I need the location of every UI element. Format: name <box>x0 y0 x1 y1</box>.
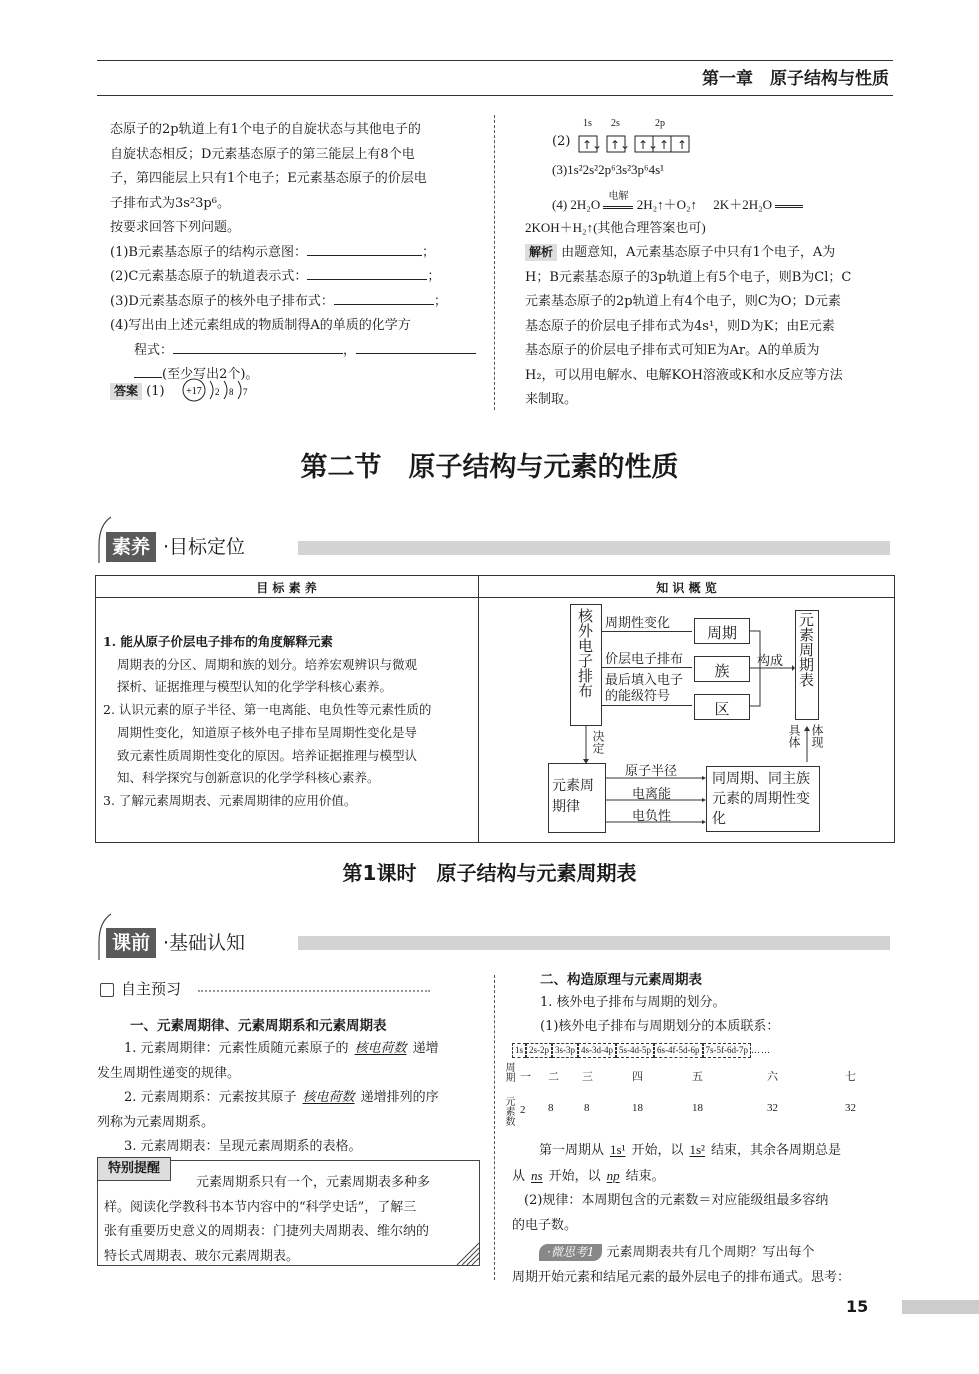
atom-structure-diagram <box>180 375 260 405</box>
label-ionization: 电离能 <box>632 787 672 802</box>
goal-2-cont: 知、科学探究与创新意识的化学学科核心素养。 <box>117 770 380 786</box>
period-cell: 一 <box>520 1071 531 1083</box>
label-atomic-radius: 原子半径 <box>625 764 678 779</box>
banner1-label: 素养 <box>106 532 156 562</box>
seq-group: 1s <box>512 1043 526 1058</box>
goal-1-cont: 探析、证据推理与模型认知的化学学科核心素养。 <box>117 679 393 695</box>
atom-shell-1: 2 <box>215 387 220 397</box>
period-cell: 七 <box>845 1071 856 1083</box>
seq-group: 5s-4d-5p <box>616 1043 654 1058</box>
count-label: 元素数 <box>503 1096 514 1126</box>
fill-nuclear-charge-2: 核电荷数 <box>302 1090 355 1105</box>
seq-group: 2s-2p <box>526 1043 552 1058</box>
question-2: (2)C元素基态原子的轨道表示式： ； <box>110 265 480 290</box>
box-group-text: 族 <box>714 662 730 680</box>
label-valence: 价层电子排布 <box>605 652 684 667</box>
preview-tag: 自主预习 <box>121 980 182 998</box>
answer-q4-line2: 2KOH＋H₂↑(其他合理答案也可) <box>525 220 706 235</box>
box-periodic-law-text: 元素周期律 <box>552 778 594 815</box>
electrolysis-condition: 电解 <box>608 191 629 202</box>
label-last-electron-2: 的能级符号 <box>605 689 671 704</box>
period-row <box>512 1068 902 1084</box>
seq-group: 3s-3p <box>552 1043 578 1058</box>
preview-heading: 一、元素周期律、元素周期系和元素周期表 <box>130 1018 387 1034</box>
tip-corner-hatch <box>455 1241 479 1265</box>
problem-line: 子排布式为3s²3p⁶。 <box>110 195 230 211</box>
label-electronegativity: 电负性 <box>632 809 672 824</box>
count-cell: 2 <box>520 1104 526 1116</box>
table-header-goals: 目 标 素 养 <box>256 581 317 595</box>
problem-line: 子，第四能层上只有1个电子；E元素基态原子的价层电 <box>110 171 427 186</box>
arrow-block <box>602 705 692 706</box>
count-cell: 18 <box>692 1102 703 1114</box>
section-title: 第二节 原子结构与元素的性质 <box>300 452 679 483</box>
atom-shell-2: 8 <box>229 387 234 397</box>
atom-shell-3: 7 <box>243 387 248 397</box>
arrow-periodic <box>602 631 692 632</box>
box-periodic-variation-text: 同周期、同主族元素的周期性变化 <box>712 771 810 827</box>
answer-q2: (2) <box>552 134 571 149</box>
orbital-label-2p: 2p <box>655 118 665 129</box>
answer-q3: (3)1s²2s²2p⁶3s²3p⁶4s¹ <box>552 162 665 177</box>
banner1-bar <box>298 541 890 555</box>
goal-2-cont: 周期性变化，知道原子核外电子排布呈周期性变化是导 <box>117 724 418 740</box>
right-s1a: (1)核外电子排布与周期划分的本质联系： <box>540 1019 780 1034</box>
period-cell: 三 <box>582 1071 593 1083</box>
svg-text:↑↓: ↑↓ <box>638 138 659 152</box>
column-divider-top <box>494 115 495 410</box>
header-rule <box>97 60 893 61</box>
header-rule-bottom <box>97 95 893 96</box>
atom-nucleus: +17 <box>186 386 202 397</box>
tip-text: 元素周期系只有一个，元素周期表多种多 样。阅读化学教科书本节内容中的“科学史话”，了解三 张有重要历史意义的周期表：门捷列夫周期表、维尔纳的 特长式周期表、玻尔元素周期表。 <box>104 1175 431 1264</box>
preview-body: 1. 元素周期律：元素性质随元素原子的 核电荷数 递增 发生周期性递变的规律。 2. 元素周期系：元素按其原子 核电荷数 递增排列的序 列称为元素周期系。 3. 元素周期表：呈现元素周期系的表格。 <box>97 1041 439 1154</box>
problem-line: 态原子的2p轨道上有1个电子的自旋状态与其他电子的 <box>110 122 421 137</box>
period-cell: 六 <box>767 1071 778 1083</box>
svg-text:↑: ↑ <box>677 138 688 152</box>
goal-1: 1. 能从原子价层电子排布的角度解释元素 <box>103 634 333 649</box>
table-col-rule <box>478 575 479 843</box>
count-cell: 8 <box>584 1102 590 1114</box>
banner2-bar <box>298 936 890 950</box>
fill-1s2: 1s² <box>689 1142 705 1157</box>
goal-3: 3. 了解元素周期表、元素周期律的应用价值。 <box>103 792 357 808</box>
period-cell: 五 <box>692 1071 703 1083</box>
banner2-label: 课前 <box>106 928 156 958</box>
preview-tag-icon <box>100 983 114 997</box>
svg-text:↑: ↑ <box>659 138 670 152</box>
table-header-overview: 知 识 概 览 <box>656 581 717 595</box>
svg-text:↑↓: ↑↓ <box>610 138 631 152</box>
seq-group: 4s-3d-4p <box>578 1043 616 1058</box>
question-3: (3)D元素基态原子的核外电子排布式： ； <box>110 290 480 315</box>
answer-1-label: (1) <box>146 384 165 399</box>
goal-2: 2. 认识元素的原子半径、第一电离能、电负性等元素性质的 <box>103 702 432 718</box>
label-decide: 决定 <box>591 730 605 754</box>
analysis: 解析 由题意知，A元素基态原子中只有1个电子，A为 H；B元素基态原子的3p轨道上有5个电子，则B为Cl；C 元素基态原子的2p轨道上有4个电子，则C为O；D元素 基态原子的价层电子排布式为4s¹，则D为K；由E元素 基态原子的价层电子排布式可知E为Ar。A的单质为 H₂，可以用电解水、电解KOH溶液或K和水反应等方法 来制取。 <box>525 245 852 407</box>
analysis-badge: 解析 <box>525 244 557 261</box>
orbital-label-2s: 2s <box>611 118 620 129</box>
fill-nuclear-charge-1: 核电荷数 <box>354 1041 407 1056</box>
svg-text:↑↓: ↑↓ <box>582 138 603 152</box>
banner2-title: ·基础认知 <box>163 932 246 954</box>
period-label: 周期 <box>503 1062 514 1082</box>
label-embody: 体现 <box>810 724 824 748</box>
lesson-title: 第1课时 原子结构与元素周期表 <box>342 861 637 885</box>
question-4-line3: (至少写出2个)。 <box>110 363 480 388</box>
count-cell: 32 <box>845 1102 856 1114</box>
table-header-rule <box>95 597 895 598</box>
question-1: (1)B元素基态原子的结构示意图： ； <box>110 241 480 266</box>
period-cell: 二 <box>548 1071 559 1083</box>
problem-line: 自旋状态相反；D元素基态原子的第三能层上有8个电 <box>110 146 415 162</box>
period-cell: 四 <box>632 1071 643 1083</box>
label-concrete: 具体 <box>787 724 801 748</box>
box-electron-config-text: 核外电子排布 <box>576 608 594 698</box>
tip-label: 特别提醒 <box>97 1157 171 1181</box>
answer-row <box>110 380 165 405</box>
banner1-title: ·目标定位 <box>163 536 246 558</box>
answer-badge: 答案 <box>110 383 142 400</box>
goals-list <box>103 631 473 813</box>
fill-ns: ns <box>531 1167 543 1183</box>
box-period-text: 周期 <box>706 624 737 642</box>
right-heading: 二、构造原理与元素周期表 <box>540 972 702 988</box>
think-badge: ·微思考1 <box>539 1244 602 1261</box>
fill-np: np <box>606 1167 620 1183</box>
compose-arrows <box>750 615 795 725</box>
label-periodic-change: 周期性变化 <box>605 616 671 631</box>
count-cell: 8 <box>548 1102 554 1114</box>
problem-line: 按要求回答下列问题。 <box>110 220 241 235</box>
arrow-valence <box>602 667 692 668</box>
count-cell: 18 <box>632 1102 643 1114</box>
label-compose: 构成 <box>757 654 784 669</box>
question-4: (4)写出由上述元素组成的物质制得A的单质的化学方 <box>110 318 411 333</box>
problem-text <box>110 118 480 388</box>
right-s1: 1. 核外电子排布与周期的划分。 <box>540 995 726 1010</box>
seq-group: 7s-5f-6d-7p <box>703 1043 752 1058</box>
fill-1s1: 1s¹ <box>610 1142 626 1157</box>
page-number-bar <box>902 1300 979 1314</box>
seq-group: 6s-4f-5d-6p <box>654 1043 703 1058</box>
chapter-header: 第一章 原子结构与性质 <box>702 69 889 89</box>
orbital-label-1s: 1s <box>583 118 592 129</box>
property-arrows <box>606 776 706 826</box>
preview-tag-line <box>198 990 430 992</box>
box-periodic-table-text: 元素周期表 <box>797 612 815 687</box>
question-4-line2: 程式： ， <box>110 339 480 364</box>
column-divider-bottom <box>494 975 495 1280</box>
answer-q4-line1: (4) 2H₂O 电解 2H₂↑＋O₂↑ 2K＋2H₂O <box>552 193 897 218</box>
count-row <box>512 1102 902 1118</box>
box-block-text: 区 <box>714 700 730 718</box>
page-number: 15 <box>846 1297 869 1316</box>
orbital-labels <box>575 118 695 132</box>
electron-sequence: 1s 2s-2p 3s-3p 4s-3d-4p 5s-4d-5p 6s-4f-5d-6p 7s-5f-6d-7p …… <box>512 1043 902 1058</box>
count-cell: 32 <box>767 1102 778 1114</box>
goal-1-cont: 周期表的分区、周期和族的划分。培养宏观辨识与微观 <box>117 656 418 672</box>
orbital-diagram <box>578 133 698 155</box>
label-last-electron-1: 最后填入电子 <box>605 673 684 688</box>
goal-2-cont: 致元素性质周期性变化的原因。培养证据推理与模型认 <box>117 747 418 763</box>
period-description: 第一周期从 1s¹ 开始，以 1s² 结束，其余各周期总是 从 ns 开始，以 np 结束。 (2)规律：本周期包含的元素数＝对应能级组最多容纳 的电子数。 ·微思考1 元素周期表共有几个周期？写出每个 周期开始元素和结尾元素的最外层电子的排布通式。思考： <box>512 1142 851 1285</box>
